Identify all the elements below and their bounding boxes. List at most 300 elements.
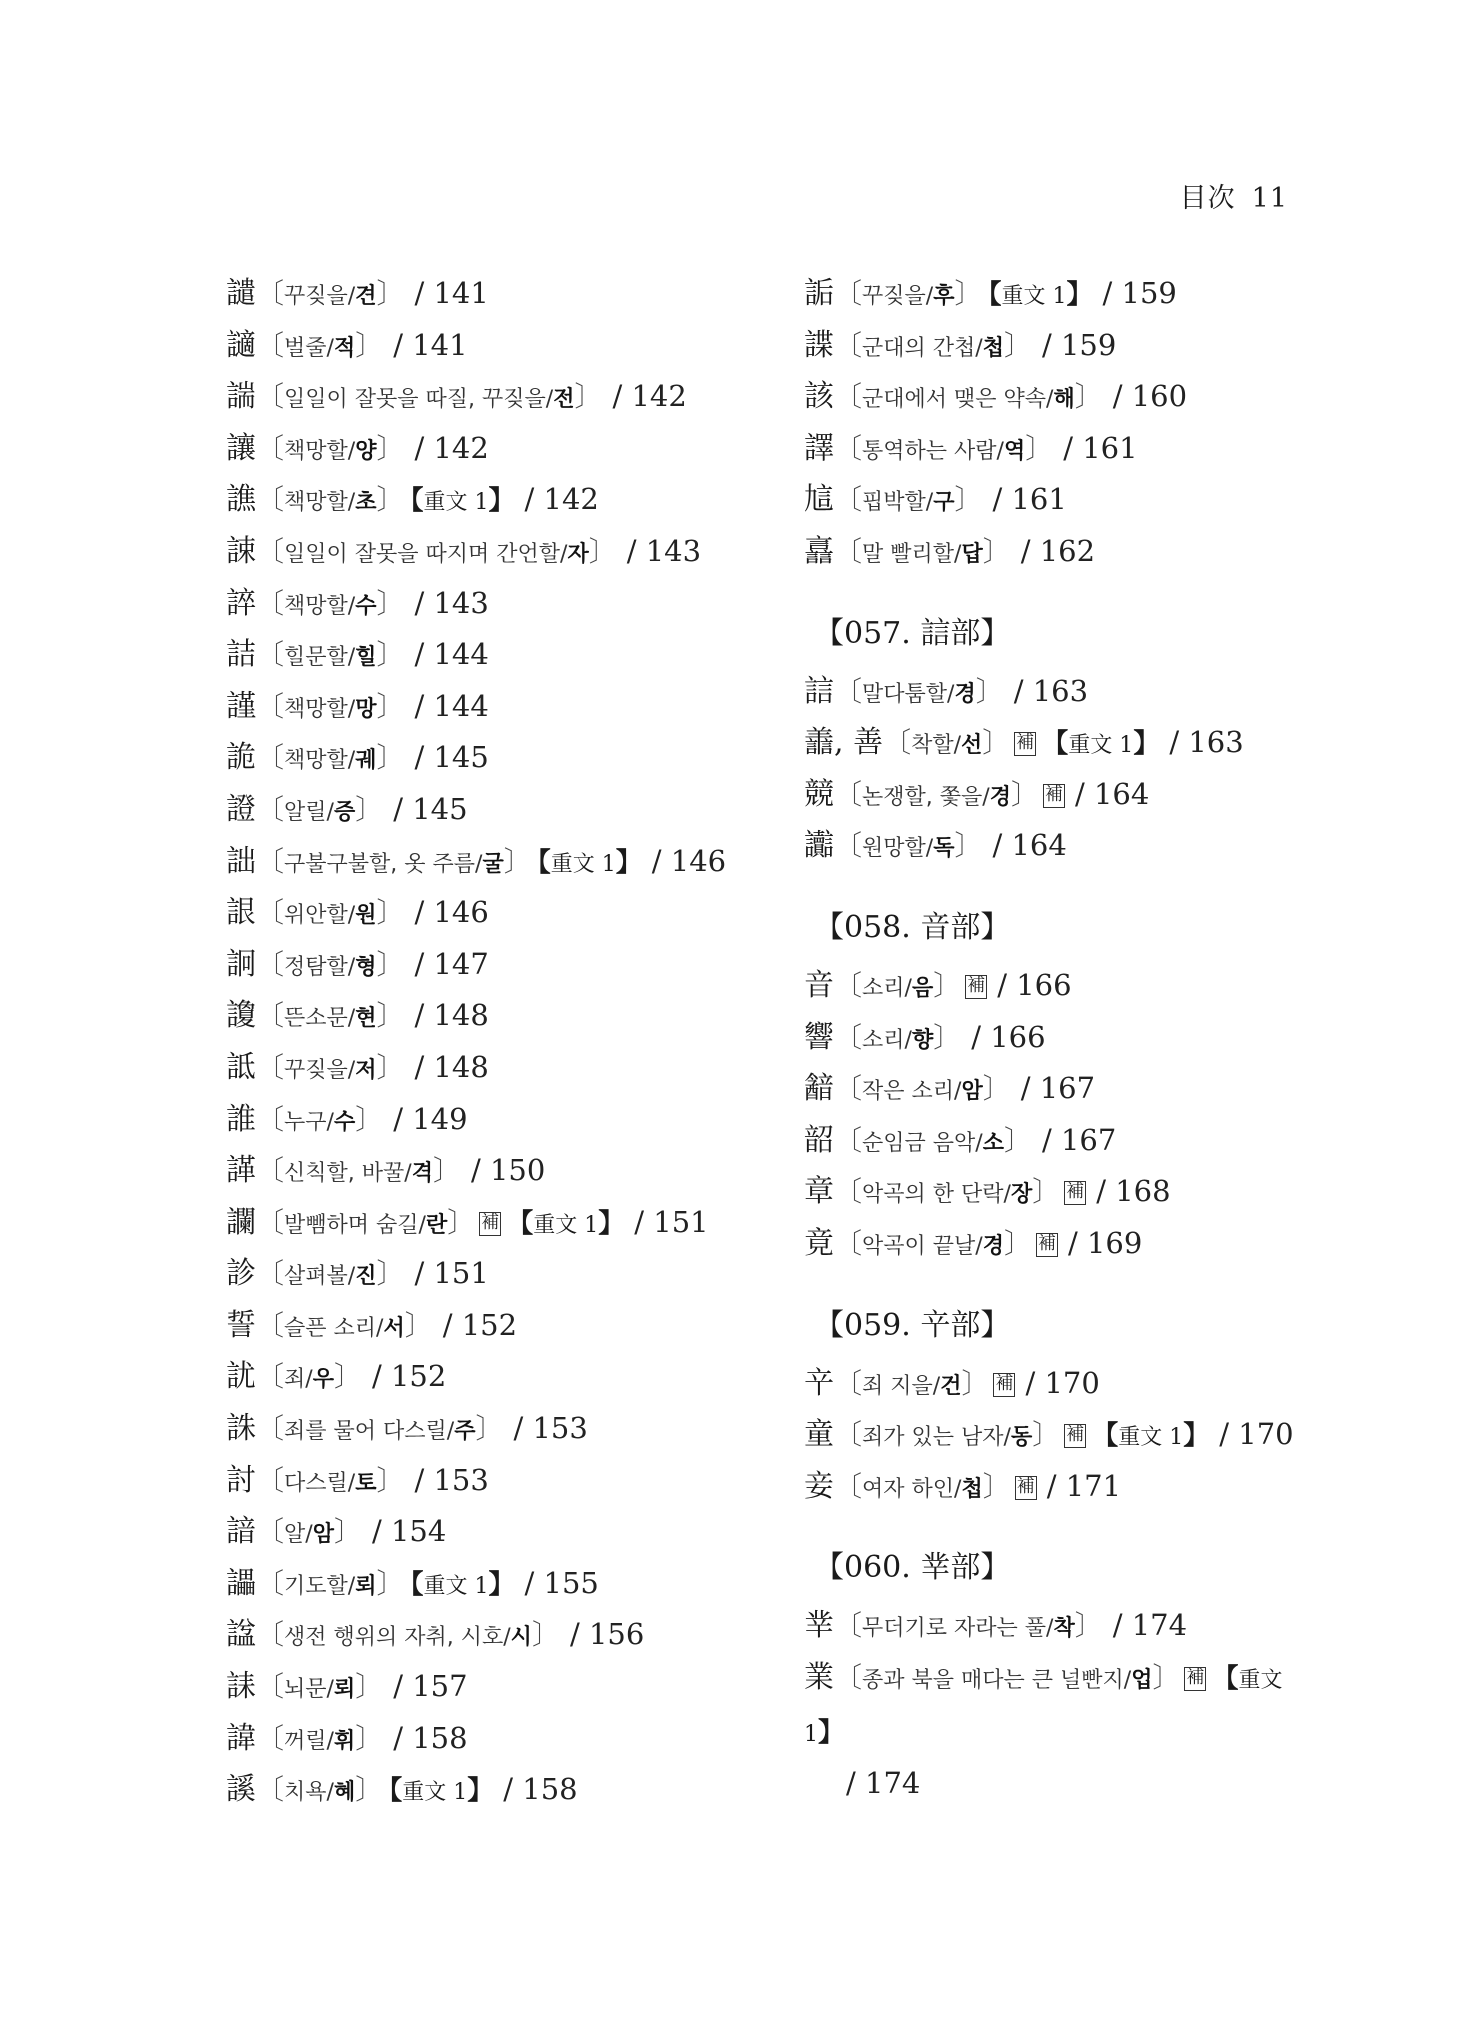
gloss-text: 군대에서 맺은 약속/ bbox=[862, 387, 1054, 413]
toc-entry bbox=[226, 629, 786, 681]
entry-reading: 장 bbox=[1010, 1182, 1033, 1208]
close-bracket: 〕 bbox=[1074, 380, 1103, 414]
close-bracket: 〕 bbox=[376, 638, 405, 672]
entry-reading: 혜 bbox=[333, 1780, 356, 1806]
gloss-text: 누구/ bbox=[284, 1109, 334, 1135]
entry-character: 誄 bbox=[226, 1669, 256, 1705]
entry-gloss bbox=[834, 1366, 990, 1400]
section-heading: 【059. 䇂部】 bbox=[814, 1307, 1011, 1343]
open-lenticular: 【 bbox=[410, 1569, 424, 1600]
entry-reading: 소 bbox=[982, 1130, 1004, 1156]
entry-reading: 형 bbox=[355, 954, 377, 980]
close-bracket: 〕 bbox=[475, 1412, 504, 1446]
close-bracket: 〕 bbox=[376, 896, 405, 930]
supplement-badge: 補 bbox=[479, 1212, 501, 1236]
toc-entry bbox=[226, 1609, 786, 1661]
entry-reading: 후 bbox=[933, 284, 955, 309]
gloss-text: 군대의 간첩/ bbox=[862, 335, 983, 361]
entry-character: 詭 bbox=[226, 740, 256, 776]
open-bracket: 〔 bbox=[256, 1360, 285, 1394]
running-head bbox=[1180, 176, 1288, 215]
entry-character: 謹 bbox=[226, 688, 256, 724]
entry-page: / 153 bbox=[513, 1411, 588, 1446]
toc-entry bbox=[226, 268, 786, 320]
toc-entry bbox=[804, 526, 1324, 578]
entry-character: 響 bbox=[804, 1019, 834, 1055]
toc-entry bbox=[226, 320, 786, 372]
entry-reading: 궤 bbox=[355, 748, 377, 774]
entry-gloss bbox=[256, 1463, 405, 1497]
close-bracket: 〕 bbox=[376, 947, 405, 981]
entry-reading: 시 bbox=[510, 1625, 532, 1651]
close-bracket: 〕 bbox=[982, 726, 1011, 760]
close-lenticular: 】 bbox=[467, 1776, 494, 1807]
open-bracket: 〔 bbox=[256, 896, 285, 930]
open-bracket: 〔 bbox=[256, 741, 285, 775]
close-bracket: 〕 bbox=[333, 1360, 362, 1394]
supplement-badge: 補 bbox=[1064, 1424, 1086, 1448]
gloss-text: 책망할/ bbox=[284, 490, 356, 516]
close-bracket: 〕 bbox=[447, 1205, 476, 1239]
entry-character: 譴 bbox=[226, 276, 256, 311]
variant-text: 重文 1 bbox=[1118, 1425, 1184, 1451]
toc-entry bbox=[804, 820, 1324, 872]
open-bracket: 〔 bbox=[256, 1515, 285, 1549]
open-bracket: 〔 bbox=[834, 1175, 863, 1209]
toc-entry bbox=[226, 990, 786, 1042]
close-lenticular: 】 bbox=[1066, 280, 1093, 310]
entry-reading: 뢰 bbox=[333, 1677, 356, 1703]
entry-character: 誓 bbox=[226, 1307, 256, 1343]
entry-character: 證 bbox=[226, 791, 256, 827]
close-bracket: 〕 bbox=[376, 689, 405, 723]
entry-gloss bbox=[256, 896, 405, 930]
toc-entry bbox=[804, 960, 1324, 1012]
section-heading: 【060. 丵部】 bbox=[814, 1550, 1011, 1586]
toc-entry bbox=[226, 1145, 786, 1197]
close-bracket: 〕 bbox=[355, 1773, 384, 1807]
entry-gloss bbox=[256, 638, 405, 672]
variant-note bbox=[389, 1776, 494, 1807]
entry-character: 童 bbox=[804, 1417, 834, 1453]
variant-text: 重文 1 bbox=[533, 1212, 599, 1238]
close-bracket: 〕 bbox=[376, 1463, 405, 1497]
toc-entry bbox=[226, 1764, 786, 1816]
entry-gloss bbox=[256, 1102, 384, 1136]
gloss-text: 다스릴/ bbox=[284, 1470, 356, 1496]
toc-entry bbox=[804, 1063, 1324, 1115]
toc-entry bbox=[804, 717, 1324, 769]
entry-reading: 독 bbox=[933, 836, 955, 862]
entry-reading: 동 bbox=[1010, 1425, 1033, 1451]
toc-entry bbox=[226, 1300, 786, 1352]
entry-page: / 152 bbox=[371, 1359, 447, 1394]
entry-reading: 경 bbox=[982, 1233, 1004, 1259]
entry-page: / 164 bbox=[1074, 776, 1150, 811]
open-bracket: 〔 bbox=[834, 277, 863, 310]
toc-entry bbox=[804, 1461, 1324, 1513]
gloss-text: 알/ bbox=[284, 1522, 313, 1548]
open-bracket: 〔 bbox=[256, 1412, 285, 1446]
entry-page: / 161 bbox=[1063, 430, 1138, 465]
entry-character: 討 bbox=[226, 1462, 256, 1498]
entry-gloss bbox=[256, 1515, 362, 1549]
entry-page: / 142 bbox=[612, 379, 687, 414]
close-lenticular: 】 bbox=[488, 1569, 515, 1600]
entry-character: 韽 bbox=[804, 1071, 834, 1107]
close-bracket: 〕 bbox=[376, 1050, 405, 1084]
close-bracket: 〕 bbox=[376, 586, 405, 620]
entry-page: / 147 bbox=[414, 946, 489, 981]
entry-gloss bbox=[256, 328, 384, 362]
toc-entry bbox=[804, 769, 1324, 821]
entry-reading: 힐 bbox=[355, 645, 377, 671]
entry-reading: 망 bbox=[355, 696, 377, 722]
open-bracket: 〔 bbox=[256, 328, 285, 362]
toc-entry bbox=[226, 1042, 786, 1094]
entry-reading: 저 bbox=[355, 1057, 377, 1083]
open-bracket: 〔 bbox=[834, 1469, 863, 1503]
entry-gloss bbox=[256, 999, 405, 1033]
gloss-text: 순임금 음악/ bbox=[862, 1130, 983, 1156]
open-bracket: 〔 bbox=[256, 1618, 285, 1652]
entry-page: / 166 bbox=[971, 1019, 1046, 1054]
variant-note bbox=[1092, 1421, 1210, 1452]
open-bracket: 〔 bbox=[256, 1308, 285, 1342]
close-lenticular: 】 bbox=[488, 486, 515, 517]
entry-reading: 토 bbox=[355, 1470, 377, 1496]
entry-reading: 건 bbox=[940, 1373, 962, 1399]
open-bracket: 〔 bbox=[256, 1154, 285, 1188]
gloss-text: 통역하는 사람/ bbox=[862, 438, 1004, 464]
entry-gloss bbox=[256, 1154, 461, 1188]
entry-character: 詆 bbox=[226, 1049, 256, 1085]
close-bracket: 〕 bbox=[1032, 1418, 1061, 1452]
entry-character: 諡 bbox=[226, 1617, 256, 1653]
entry-page: / 152 bbox=[442, 1307, 518, 1342]
entry-gloss bbox=[256, 1721, 384, 1755]
gloss-text: 알릴/ bbox=[284, 799, 334, 825]
toc-entry bbox=[804, 1652, 1324, 1805]
open-bracket: 〔 bbox=[834, 1020, 863, 1054]
entry-page: / 153 bbox=[414, 1462, 489, 1497]
entry-character: 詬 bbox=[804, 276, 834, 311]
open-lenticular: 【 bbox=[389, 1776, 403, 1807]
entry-page: / 174 bbox=[846, 1766, 921, 1801]
close-bracket: 〕 bbox=[376, 431, 405, 465]
entry-reading: 견 bbox=[355, 284, 377, 309]
gloss-text: 꾸짖을/ bbox=[284, 284, 356, 309]
open-bracket: 〔 bbox=[834, 328, 863, 362]
entry-page: / 154 bbox=[371, 1514, 447, 1549]
entry-reading: 진 bbox=[355, 1264, 377, 1290]
gloss-text: 말다툼할/ bbox=[862, 681, 955, 707]
close-bracket: 〕 bbox=[954, 277, 983, 310]
close-bracket: 〕 bbox=[1074, 1609, 1103, 1643]
entry-page: / 162 bbox=[1020, 533, 1096, 568]
entry-character: 諜 bbox=[804, 327, 834, 363]
close-bracket: 〕 bbox=[404, 1308, 433, 1342]
entry-gloss bbox=[256, 741, 405, 775]
entry-gloss bbox=[834, 1226, 1032, 1260]
gloss-text: 논쟁할, 쫓을/ bbox=[862, 784, 990, 810]
gloss-text: 꾸짖을/ bbox=[284, 1057, 356, 1083]
entry-reading: 암 bbox=[961, 1079, 983, 1105]
entry-page: / 167 bbox=[1020, 1071, 1096, 1106]
entry-page: / 141 bbox=[414, 276, 489, 310]
entry-gloss bbox=[256, 1566, 405, 1600]
entry-gloss bbox=[834, 968, 962, 1002]
entry-character: 讓 bbox=[226, 430, 256, 466]
supplement-badge: 補 bbox=[965, 975, 987, 999]
open-bracket: 〔 bbox=[256, 947, 285, 981]
entry-reading: 암 bbox=[312, 1522, 334, 1548]
entry-character: 竟 bbox=[804, 1225, 834, 1261]
toc-entry bbox=[226, 1713, 786, 1765]
gloss-text: 일일이 잘못을 따질, 꾸짖을/ bbox=[284, 387, 554, 413]
variant-text: 重文 1 bbox=[1001, 284, 1067, 309]
entry-character: 妾 bbox=[804, 1468, 834, 1504]
entry-page: / 146 bbox=[651, 843, 727, 878]
open-bracket: 〔 bbox=[256, 1257, 285, 1291]
gloss-text: 소리/ bbox=[862, 975, 912, 1001]
entry-character: 諱 bbox=[226, 1720, 256, 1756]
toc-entry bbox=[804, 666, 1324, 718]
open-bracket: 〔 bbox=[834, 1660, 863, 1694]
entry-gloss bbox=[256, 483, 405, 517]
open-bracket: 〔 bbox=[834, 1123, 863, 1157]
entry-character: 訄 bbox=[804, 482, 834, 518]
entry-gloss bbox=[834, 534, 1011, 568]
open-bracket: 〔 bbox=[834, 1366, 863, 1400]
toc-entry bbox=[226, 1094, 786, 1146]
entry-gloss bbox=[834, 674, 1004, 708]
close-bracket: 〕 bbox=[1010, 777, 1039, 811]
gloss-text: 죄/ bbox=[284, 1367, 313, 1393]
gloss-text: 신칙할, 바꿀/ bbox=[284, 1161, 412, 1187]
close-bracket: 〕 bbox=[1003, 328, 1032, 362]
entry-character: 韶 bbox=[804, 1122, 834, 1158]
entry-gloss bbox=[256, 1773, 384, 1807]
entry-character: 讁 bbox=[226, 327, 256, 363]
gloss-text: 원망할/ bbox=[862, 836, 934, 862]
open-bracket: 〔 bbox=[834, 1226, 863, 1260]
entry-reading: 음 bbox=[911, 975, 934, 1001]
entry-reading: 초 bbox=[355, 490, 377, 516]
open-bracket: 〔 bbox=[256, 1670, 285, 1704]
entry-gloss bbox=[834, 431, 1054, 465]
close-lenticular: 】 bbox=[1133, 729, 1160, 760]
entry-gloss bbox=[834, 1175, 1061, 1209]
gloss-text: 죄 지을/ bbox=[862, 1373, 941, 1399]
open-bracket: 〔 bbox=[256, 1566, 285, 1600]
entry-page: / 142 bbox=[414, 430, 489, 465]
open-bracket: 〔 bbox=[834, 431, 863, 465]
entry-character: 詪 bbox=[226, 895, 256, 931]
close-bracket: 〕 bbox=[982, 1469, 1011, 1503]
close-bracket: 〕 bbox=[376, 1257, 405, 1291]
entry-page: / 168 bbox=[1096, 1174, 1171, 1209]
entry-gloss bbox=[834, 483, 983, 517]
entry-page: / 163 bbox=[1013, 673, 1089, 708]
entry-page: / 159 bbox=[1041, 327, 1117, 362]
entry-character: 詘 bbox=[226, 843, 256, 879]
entry-reading: 업 bbox=[1131, 1667, 1153, 1693]
entry-character: 譯 bbox=[804, 430, 834, 466]
gloss-text: 슬픈 소리/ bbox=[284, 1315, 384, 1341]
supplement-badge: 補 bbox=[993, 1373, 1015, 1397]
close-bracket: 〕 bbox=[975, 674, 1004, 708]
close-bracket: 〕 bbox=[574, 380, 603, 414]
entry-reading: 구 bbox=[933, 490, 955, 516]
entry-reading: 서 bbox=[383, 1315, 405, 1341]
open-bracket: 〔 bbox=[256, 999, 285, 1033]
close-bracket: 〕 bbox=[376, 483, 405, 517]
entry-character: 謑 bbox=[226, 1772, 256, 1808]
close-bracket: 〕 bbox=[982, 1072, 1011, 1106]
gloss-text: 책망할/ bbox=[284, 696, 356, 722]
close-bracket: 〕 bbox=[376, 999, 405, 1033]
entry-character: 讕 bbox=[226, 1204, 256, 1240]
entry-reading: 양 bbox=[355, 438, 377, 464]
right-column bbox=[804, 268, 1324, 1805]
entry-gloss bbox=[834, 1469, 1011, 1503]
close-lenticular: 】 bbox=[598, 1208, 625, 1239]
entry-gloss bbox=[256, 1360, 362, 1394]
toc-entry bbox=[226, 1661, 786, 1713]
entry-page: / 146 bbox=[414, 895, 489, 930]
entry-gloss bbox=[834, 277, 983, 310]
entry-page: / 145 bbox=[393, 791, 468, 826]
entry-page: / 164 bbox=[992, 828, 1067, 863]
supplement-badge: 補 bbox=[1014, 732, 1036, 756]
entry-page: / 157 bbox=[393, 1669, 468, 1704]
toc-entry bbox=[804, 268, 1324, 320]
close-bracket: 〕 bbox=[1032, 1175, 1061, 1209]
open-bracket: 〔 bbox=[256, 586, 285, 620]
entry-gloss bbox=[256, 947, 405, 981]
close-lenticular: 】 bbox=[615, 847, 642, 878]
entry-character: 詗 bbox=[226, 946, 256, 982]
close-bracket: 〕 bbox=[933, 968, 962, 1002]
gloss-text: 책망할/ bbox=[284, 438, 356, 464]
close-bracket: 〕 bbox=[1003, 1123, 1032, 1157]
entry-page: / 156 bbox=[569, 1617, 645, 1652]
entry-page: / 151 bbox=[414, 1256, 489, 1291]
open-bracket: 〔 bbox=[834, 1609, 863, 1643]
entry-page: / 166 bbox=[997, 967, 1072, 1002]
gloss-text: 책망할/ bbox=[284, 748, 356, 774]
close-lenticular: 】 bbox=[1183, 1421, 1210, 1452]
open-lenticular: 【 bbox=[537, 847, 551, 878]
open-bracket: 〔 bbox=[256, 277, 285, 310]
entry-character: 譙 bbox=[226, 482, 256, 518]
gloss-text: 정탐할/ bbox=[284, 954, 356, 980]
close-bracket: 〕 bbox=[355, 1670, 384, 1704]
page-number: 11 bbox=[1251, 183, 1288, 214]
toc-entry bbox=[804, 1358, 1324, 1410]
entry-gloss bbox=[834, 1072, 1011, 1106]
open-bracket: 〔 bbox=[834, 777, 863, 811]
entry-character: 丵 bbox=[804, 1608, 834, 1644]
entry-gloss bbox=[256, 277, 405, 310]
entry-gloss bbox=[834, 1020, 962, 1054]
gloss-text: 뜬소문/ bbox=[284, 1006, 356, 1032]
open-bracket: 〔 bbox=[256, 534, 285, 568]
toc-entry bbox=[226, 1506, 786, 1558]
entry-reading: 첩 bbox=[982, 335, 1004, 361]
open-bracket: 〔 bbox=[256, 1773, 285, 1807]
entry-gloss bbox=[834, 380, 1103, 414]
close-bracket: 〕 bbox=[954, 483, 983, 517]
entry-reading: 수 bbox=[333, 1109, 356, 1135]
variant-text: 重文 1 bbox=[550, 851, 616, 877]
close-bracket: 〕 bbox=[588, 534, 617, 568]
gloss-text: 발뺌하며 숨길/ bbox=[284, 1212, 426, 1238]
gloss-text: 생전 행위의 자취, 시호/ bbox=[284, 1625, 511, 1651]
close-bracket: 〕 bbox=[954, 829, 983, 863]
entry-page: / 145 bbox=[414, 740, 489, 775]
entry-page: / 148 bbox=[414, 998, 489, 1033]
open-bracket: 〔 bbox=[834, 483, 863, 517]
open-bracket: 〔 bbox=[256, 1102, 285, 1136]
entry-gloss bbox=[834, 1660, 1181, 1694]
open-bracket: 〔 bbox=[883, 726, 912, 760]
gloss-text: 죄를 물어 다스릴/ bbox=[284, 1419, 455, 1445]
variant-note bbox=[410, 1569, 515, 1600]
entry-reading: 향 bbox=[911, 1027, 934, 1053]
entry-page: / 150 bbox=[470, 1153, 546, 1188]
open-bracket: 〔 bbox=[256, 689, 285, 723]
open-bracket: 〔 bbox=[834, 829, 863, 863]
entry-reading: 전 bbox=[553, 387, 575, 413]
entry-character: 誎 bbox=[226, 533, 256, 569]
gloss-text: 꾸짖을/ bbox=[862, 284, 934, 309]
open-bracket: 〔 bbox=[834, 968, 863, 1002]
entry-character: 誅 bbox=[226, 1411, 256, 1447]
close-bracket: 〕 bbox=[355, 792, 384, 826]
toc-entry bbox=[226, 371, 786, 423]
close-bracket: 〕 bbox=[503, 844, 532, 878]
entry-character: 詰 bbox=[226, 637, 256, 673]
gloss-text: 일일이 잘못을 따지며 간언할/ bbox=[284, 541, 568, 567]
toc-entry bbox=[804, 1218, 1324, 1270]
entry-page: / 159 bbox=[1102, 276, 1177, 310]
entry-character: 誩 bbox=[804, 673, 834, 709]
gloss-text: 악곡이 끝날/ bbox=[862, 1233, 983, 1259]
open-bracket: 〔 bbox=[256, 1050, 285, 1084]
entry-reading: 경 bbox=[954, 681, 976, 707]
variant-note bbox=[988, 280, 1093, 310]
gloss-text: 벌줄/ bbox=[284, 335, 334, 361]
open-bracket: 〔 bbox=[256, 483, 285, 517]
close-bracket: 〕 bbox=[531, 1618, 560, 1652]
supplement-badge: 補 bbox=[1043, 784, 1065, 808]
toc-entry bbox=[226, 939, 786, 991]
open-bracket: 〔 bbox=[256, 638, 285, 672]
toc-entry bbox=[804, 423, 1324, 475]
close-bracket: 〕 bbox=[1003, 1226, 1032, 1260]
gloss-text: 구불구불할, 옷 주름/ bbox=[284, 851, 483, 877]
supplement-badge: 補 bbox=[1064, 1181, 1086, 1205]
running-head-title: 目次 bbox=[1179, 183, 1236, 214]
toc-entry bbox=[226, 1403, 786, 1455]
gloss-text: 죄가 있는 남자/ bbox=[862, 1425, 1011, 1451]
gloss-text: 치욕/ bbox=[284, 1780, 334, 1806]
entry-page: / 163 bbox=[1169, 725, 1244, 760]
gloss-text: 기도할/ bbox=[284, 1573, 356, 1599]
gloss-text: 착할/ bbox=[911, 733, 962, 759]
